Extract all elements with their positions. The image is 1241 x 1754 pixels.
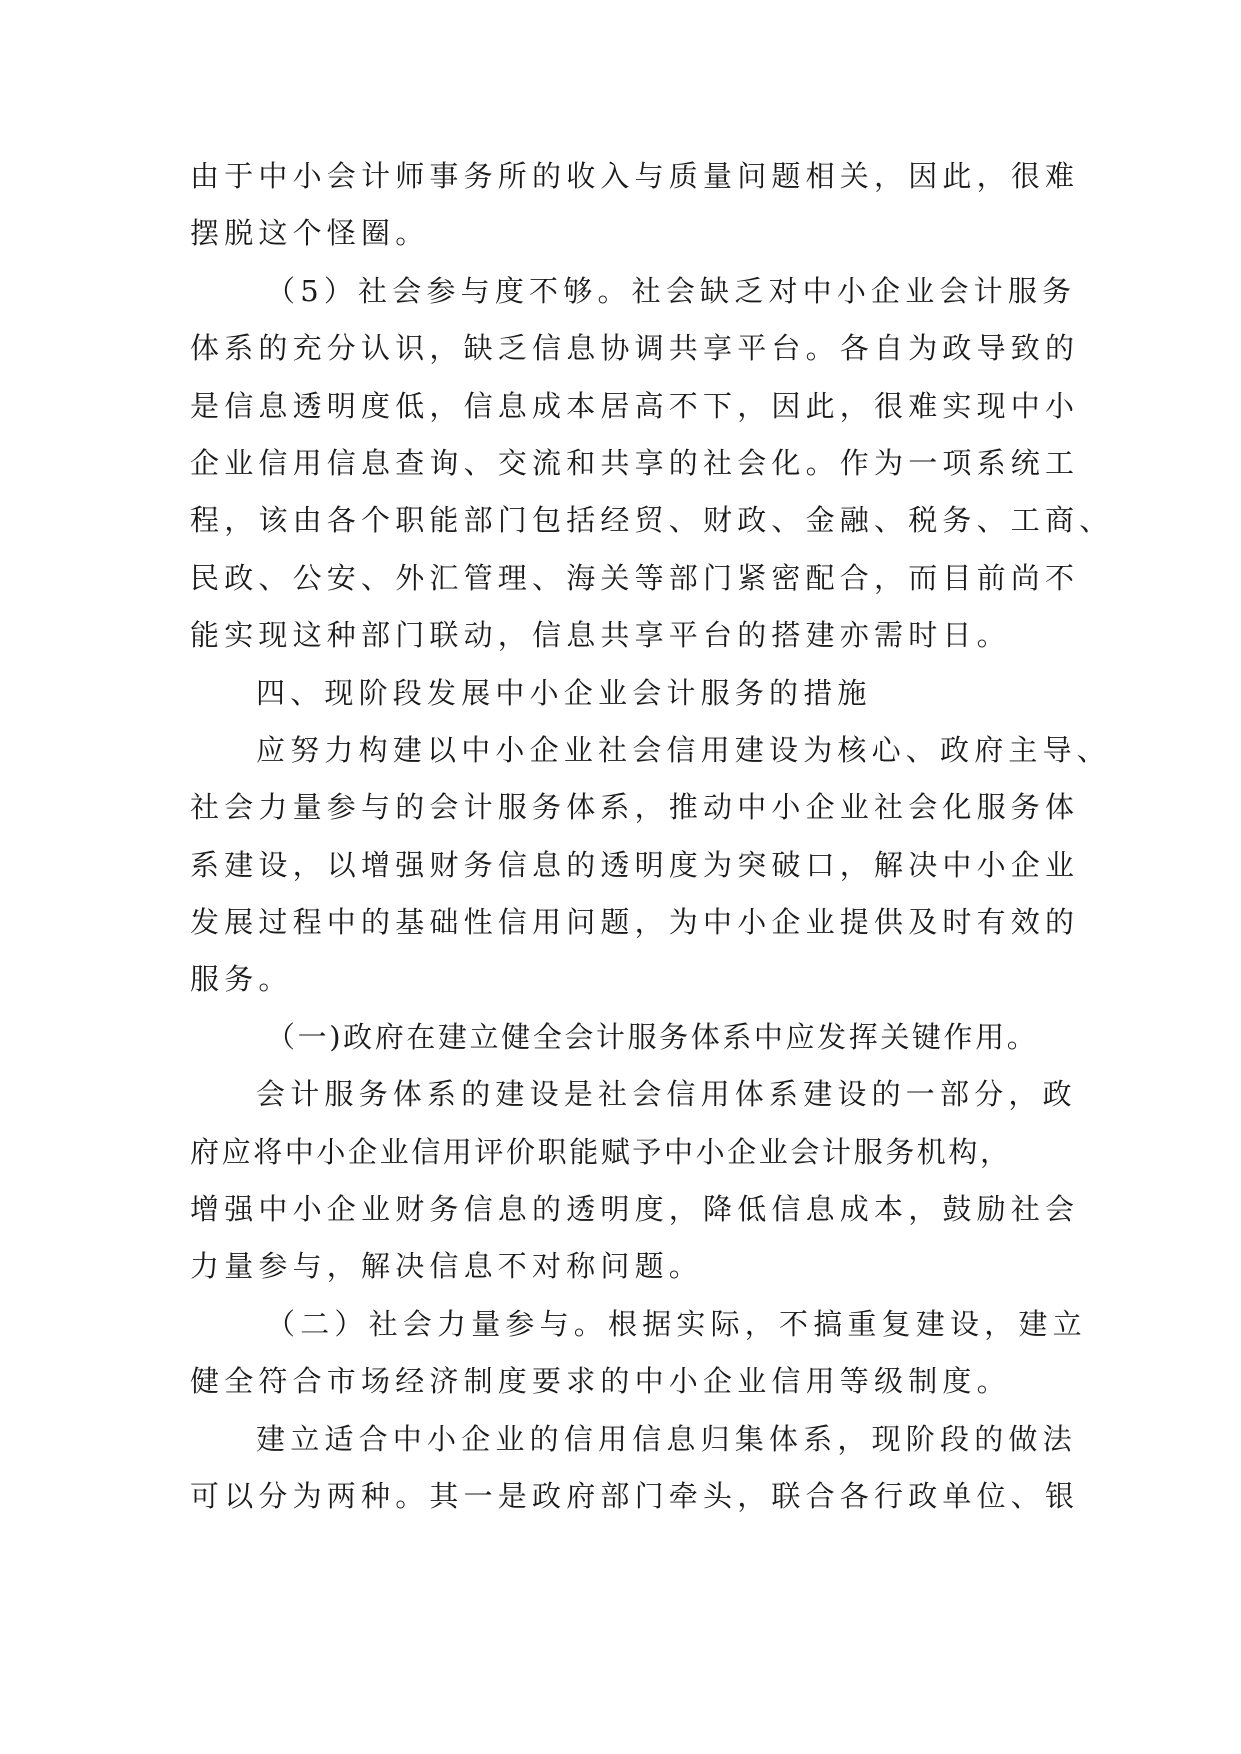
- paragraph-start-line: 应努力构建以中小企业社会信用建设为核心、政府主导、: [256, 732, 1112, 767]
- text-line: 社会力量参与的会计服务体系，推动中小企业社会化服务体: [190, 790, 1080, 825]
- text-line: 发展过程中的基础性信用问题，为中小企业提供及时有效的: [190, 905, 1080, 940]
- text-line: 摆脱这个怪圈。: [190, 216, 430, 251]
- text-line: 能实现这种部门联动，信息共享平台的搭建亦需时日。: [190, 618, 1011, 653]
- section-heading: 四、现阶段发展中小企业会计服务的措施: [256, 675, 872, 710]
- paragraph-start-line: （5）社会参与度不够。社会缺乏对中小企业会计服务: [266, 273, 1077, 308]
- text-line: 力量参与，解决信息不对称问题。: [190, 1249, 704, 1284]
- text-line: 健全符合市场经济制度要求的中小企业信用等级制度。: [190, 1364, 1011, 1399]
- paragraph-start-line: 建立适合中小企业的信用信息归集体系，现阶段的做法: [256, 1421, 1077, 1456]
- text-line: 程，该由各个职能部门包括经贸、财政、金融、税务、工商、: [190, 503, 1114, 538]
- text-line: 是信息透明度低，信息成本居高不下，因此，很难实现中小: [190, 388, 1080, 423]
- text-line: 企业信用信息查询、交流和共享的社会化。作为一项系统工: [190, 445, 1080, 480]
- paragraph-start-line: 会计服务体系的建设是社会信用体系建设的一部分，政: [256, 1077, 1077, 1112]
- text-line: 系建设，以增强财务信息的透明度为突破口，解决中小企业: [190, 847, 1080, 882]
- text-line: 体系的充分认识，缺乏信息协调共享平台。各自为政导致的: [190, 331, 1080, 366]
- text-line: 可以分为两种。其一是政府部门牵头，联合各行政单位、银: [190, 1478, 1080, 1513]
- text-line: 府应将中小企业信用评价职能赋予中小企业会计服务机构，: [190, 1134, 1012, 1169]
- text-line: 增强中小企业财务信息的透明度，降低信息成本，鼓励社会: [190, 1192, 1080, 1227]
- subsection-heading: （一)政府在建立健全会计服务体系中应发挥关键作用。: [266, 1019, 1039, 1054]
- document-body: [190, 148, 1114, 1525]
- text-line: 由于中小会计师事务所的收入与质量问题相关，因此，很难: [190, 159, 1080, 193]
- text-line: 民政、公安、外汇管理、海关等部门紧密配合，而目前尚不: [190, 560, 1080, 595]
- text-line: 服务。: [190, 962, 293, 997]
- subsection-heading: （二）社会力量参与。根据实际，不搞重复建设，建立: [266, 1306, 1087, 1341]
